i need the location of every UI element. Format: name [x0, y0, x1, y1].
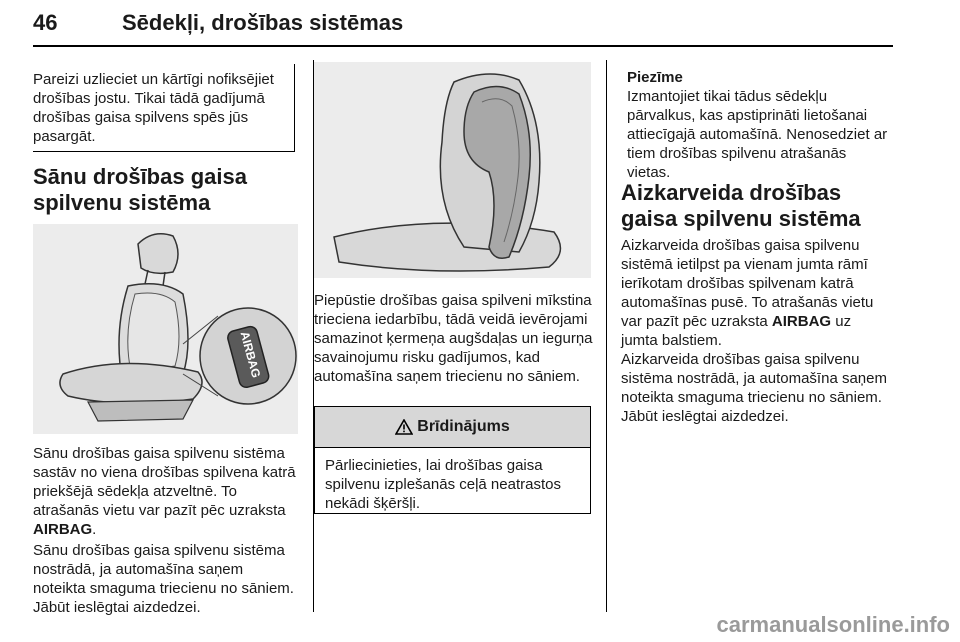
curtain-airbag-para1 [621, 236, 891, 350]
intro-text: Pareizi uzlieciet un kārtīgi nofiksējiet drošības jostu. Tikai tādā gadījumā drošības gaisa spilvens spēs jūs pasargāt. [33, 71, 274, 145]
side-airbag-para2 [33, 541, 298, 617]
watermark: carmanualsonline.info [716, 612, 950, 637]
para-end: . [92, 521, 97, 538]
side-airbag-para1 [33, 444, 298, 539]
warning-text: Pārliecinieties, lai drošības gaisa spilvenu izplešanās ceļā neatrastos nekādi šķēršļi. [325, 457, 561, 512]
side-airbag-figure [33, 224, 298, 434]
curtain-airbag-heading: Aizkarveida drošības gaisa spilvenu sistēma [621, 180, 861, 231]
para-text: Aizkarveida drošības gaisa spilvenu sistēmā ietilpst pa vienam jumta rāmī ierīkotam drošības spilvenam katrā automašīnas pusē. To atrašanās vietu var pazīt pēc uzraksta [621, 237, 874, 330]
inflated-airbag-para [314, 291, 593, 386]
para-text: Sānu drošības gaisa spilvenu sistēma sastāv no viena drošības spilvena katrā priekšējā sēdekļa atzveltnē. To atrašanās vietu var pazīt pēc uzraksta [33, 445, 296, 519]
airbag-label: AIRBAG [771, 313, 832, 330]
side-airbag-heading: Sānu drošības gaisa spilvenu sistēma [33, 164, 247, 215]
note-text: Izmantojiet tikai tādus sēdekļu pārvalkus, kas apstiprināti lietošanai attiecīgajā automašīnā. Nenosedziet ar tiem drošības spilvenu atrašanās vietas. [627, 88, 888, 181]
airbag-label: AIRBAG [33, 521, 93, 538]
warning-title: Brīdinājums [417, 418, 510, 435]
page-title: Sēdekļi, drošības sistēmas [122, 10, 404, 35]
warning-body [315, 448, 590, 513]
para-end: uz jumta balstiem. [621, 313, 852, 349]
column-divider [606, 60, 607, 612]
note-block [627, 68, 891, 182]
intro-box [33, 64, 295, 152]
para-text: Piepūstie drošības gaisa spilveni mīkstina trieciena iedarbību, tādā veidā ievērojami samazinot ķermeņa augšdaļas un iegurņa savainojumu risku gadījumos, kad automašīna saņem triecienu no sāniem. [314, 292, 593, 385]
seat-illustration [33, 224, 298, 434]
section-heading-side [33, 164, 298, 216]
warning-header [315, 407, 590, 448]
header-rule [33, 45, 893, 47]
section-heading-curtain [621, 180, 891, 232]
curtain-airbag-para2 [621, 350, 891, 426]
warning-box [314, 406, 591, 514]
note-title: Piezīme [627, 69, 683, 86]
para-text: Sānu drošības gaisa spilvenu sistēma nostrādā, ja automašīna saņem noteikta smaguma triecienu no sāniem. Jābūt ieslēgtai aizdedzei. [33, 542, 294, 616]
airbag-badge: AIRBAG [237, 329, 264, 380]
seat-airbag-illustration [314, 62, 591, 278]
page-number: 46 [33, 10, 58, 35]
para-text: Aizkarveida drošības gaisa spilvenu sistēma nostrādā, ja automašīna saņem noteikta smaguma triecienu no sāniem. Jābūt ieslēgtai aizdedzei. [621, 351, 887, 425]
warning-triangle-icon [395, 419, 413, 435]
airbag-inflated-figure [314, 62, 591, 278]
